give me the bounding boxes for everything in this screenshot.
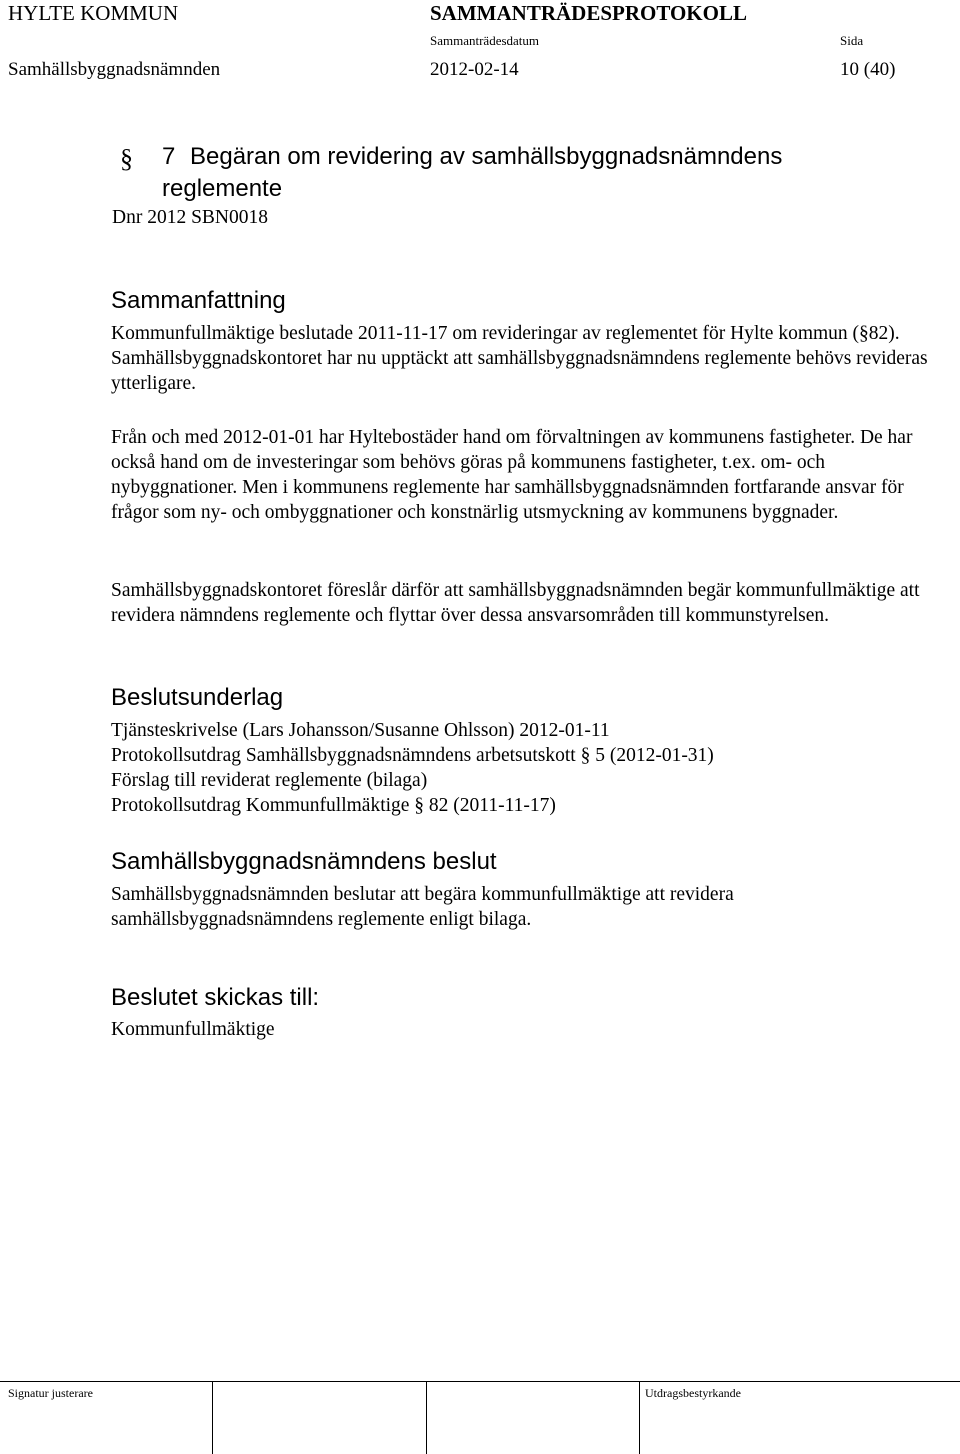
summary-paragraph-1: Kommunfullmäktige beslutade 2011-11-17 om revideringar av reglementet för Hylte kommun (§82). Samhällsbyggnadskontoret har nu upptäckt att samhällsbyggnadsnämndens reglemente behövs revideras ytterligare. [111,323,928,394]
committee-name: Samhällsbyggnadsnämnden [8,59,221,80]
item-title-line2: reglemente [162,175,283,202]
org-name: HYLTE KOMMUN [8,1,179,25]
basis-item: Tjänsteskrivelse (Lars Johansson/Susanne Ohlsson) 2012-01-11 [111,720,610,741]
decision-text: Samhällsbyggnadsnämnden beslutar att begära kommunfullmäktige att revidera samhällsbyggnadsnämndens reglemente enligt bilaga. [111,884,734,930]
basis-item: Förslag till reviderat reglemente (bilaga) [111,770,428,791]
footer-divider [426,1381,427,1454]
summary-paragraph-3: Samhällsbyggnadskontoret föreslår därför att samhällsbyggnadsnämnden begär kommunfullmäktige att revidera nämndens reglemente och flyttar över dessa ansvarsområden till kommunstyrelsen. [111,580,920,626]
sent-to-recipient: Kommunfullmäktige [111,1019,275,1040]
page-number: 10 (40) [840,59,896,80]
footer-divider [212,1381,213,1454]
document-type: SAMMANTRÄDESPROTOKOLL [430,1,747,25]
page-label: Sida [840,33,864,48]
footer-divider [639,1381,640,1454]
item-number: 7 [162,143,176,170]
section-symbol: § [120,144,133,173]
meeting-date-label: Sammanträdesdatum [430,33,540,48]
decision-heading: Samhällsbyggnadsnämndens beslut [111,848,497,875]
signature-label: Signatur justerare [8,1386,93,1400]
basis-item: Protokollsutdrag Kommunfullmäktige § 82 (2011-11-17) [111,795,556,816]
summary-heading: Sammanfattning [111,287,286,314]
summary-paragraph-2: Från och med 2012-01-01 har Hyltebostäder hand om förvaltningen av kommunens fastigheter. De har också hand om de investeringar som behövs göras på kommunens fastigheter, t.ex. om- och nybyggnationer. Men i kommunens reglemente har samhällsbyggnadsnämnden fortfarande ansvar för frågor som ny- och ombyggnationer och konstnärlig utsmyckning av kommunens byggnader. [111,427,913,523]
footer-top-rule [0,1381,960,1382]
basis-item: Protokollsutdrag Samhällsbyggnadsnämndens arbetsutskott § 5 (2012-01-31) [111,745,714,766]
basis-heading: Beslutsunderlag [111,684,284,711]
meeting-date: 2012-02-14 [430,59,519,80]
sent-to-heading: Beslutet skickas till: [111,984,320,1011]
extract-label: Utdragsbestyrkande [645,1386,741,1400]
item-title-line1: Begäran om revidering av samhällsbyggnadsnämndens [190,143,783,170]
diary-number: Dnr 2012 SBN0018 [112,207,269,228]
